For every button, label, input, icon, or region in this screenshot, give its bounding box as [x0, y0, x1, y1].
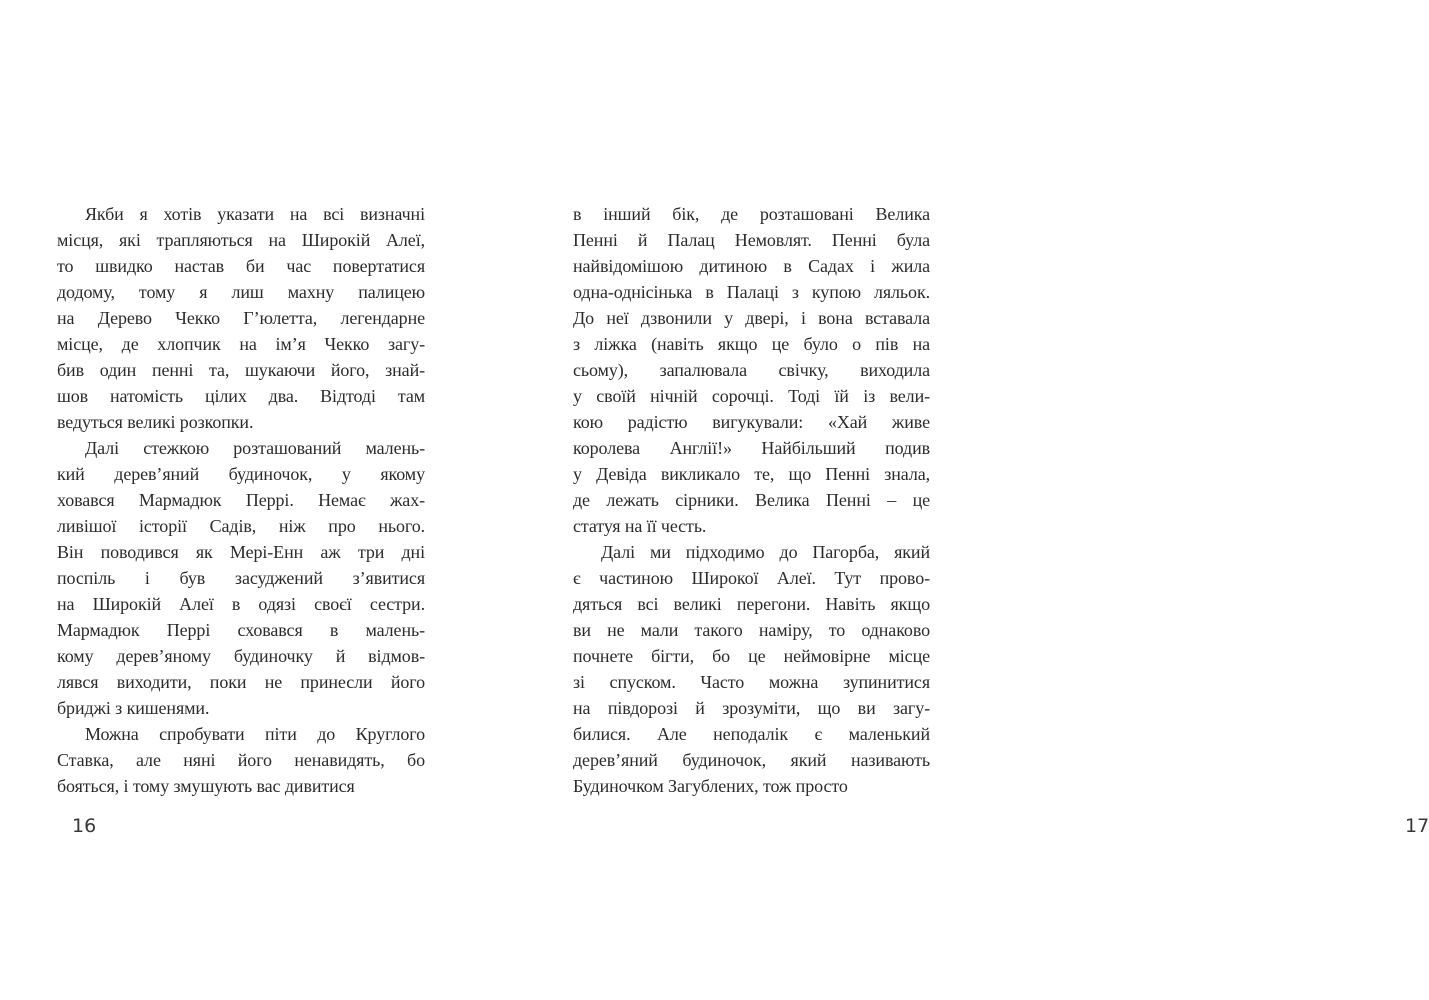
text-line: Можна спробувати піти до Круглого	[85, 724, 425, 744]
text-line: бриджі з кишенями.	[57, 698, 210, 718]
text-line: де лежать сірники. Велика Пенні – це	[573, 490, 930, 510]
page-right	[500, 0, 1429, 1000]
text-line: кою радістю вигукували: «Хай живе	[573, 412, 930, 432]
text-line: з ліжка (навіть якщо це було о пів на	[573, 334, 930, 354]
text-line: дерев’яний будиночок, який називають	[573, 750, 930, 770]
page-left	[0, 0, 500, 1000]
text-line: кому дерев’яному будиночку й відмов-	[57, 646, 425, 666]
text-line: королева Англії!» Найбільший подив	[573, 438, 930, 458]
text-line: Далі ми підходимо до Пагорба, який	[601, 542, 930, 562]
text-line: лявся виходити, поки не принесли його	[57, 672, 425, 692]
paragraph	[573, 539, 930, 799]
text-line: кий дерев’яний будиночок, у якому	[57, 464, 425, 484]
text-line: ви не мали такого наміру, то однаково	[573, 620, 930, 640]
paragraph	[573, 201, 930, 539]
text-line: Мармадюк Перрі сховався в малень-	[57, 620, 425, 640]
page-left-text	[57, 201, 425, 799]
text-line: в інший бік, де розташовані Велика	[573, 204, 930, 224]
text-line: найвідомішою дитиною в Садах і жила	[573, 256, 930, 276]
text-line: Ставка, але няні його ненавидять, бо	[57, 750, 425, 770]
text-line: статуя на її честь.	[573, 516, 707, 536]
text-line: почнете бігти, бо це неймовірне місце	[573, 646, 930, 666]
text-line: шов натомість цілих два. Відтоді там	[57, 386, 425, 406]
text-line: До неї дзвонили у двері, і вона вставала	[573, 308, 930, 328]
text-line: у своїй нічній сорочці. Тоді їй із вели-	[573, 386, 930, 406]
text-line: ливішої історії Садів, ніж про нього.	[57, 516, 425, 536]
text-line: Будиночком Загублених, тож просто	[573, 776, 848, 796]
text-line: Далі стежкою розташований малень-	[85, 438, 425, 458]
text-line: Якби я хотів указати на всі визначні	[85, 204, 425, 224]
text-line: у Девіда викликало те, що Пенні знала,	[573, 464, 930, 484]
text-line: одна-однісінька в Палаці з купою ляльок.	[573, 282, 930, 302]
text-line: місце, де хлопчик на ім’я Чекко загу-	[57, 334, 425, 354]
text-line: на Широкій Алеї в одязі своєї сестри.	[57, 594, 425, 614]
text-line: бояться, і тому змушують вас дивитися	[57, 776, 355, 796]
paragraph	[57, 721, 425, 799]
text-line: Він поводився як Мері-Енн аж три дні	[57, 542, 425, 562]
page-number-left: 16	[72, 815, 97, 837]
text-line: сьому), запалювала свічку, виходила	[573, 360, 930, 380]
text-line: місця, які трапляються на Широкій Алеї,	[57, 230, 425, 250]
page-right-text	[573, 201, 930, 799]
text-line: билися. Але неподалік є маленький	[573, 724, 930, 744]
paragraph	[57, 435, 425, 721]
text-line: на півдорозі й зрозуміти, що ви загу-	[573, 698, 930, 718]
text-line: на Дерево Чекко Г’юлетта, легендарне	[57, 308, 425, 328]
text-line: зі спуском. Часто можна зупинитися	[573, 672, 930, 692]
text-line: додому, тому я лиш махну палицею	[57, 282, 425, 302]
text-line: дяться всі великі перегони. Навіть якщо	[573, 594, 930, 614]
text-line: ведуться великі розкопки.	[57, 412, 254, 432]
text-line: бив один пенні та, шукаючи його, знай-	[57, 360, 425, 380]
text-line: поспіль і був засуджений з’явитися	[57, 568, 425, 588]
text-line: Пенні й Палац Немовлят. Пенні була	[573, 230, 930, 250]
paragraph	[57, 201, 425, 435]
text-line: ховався Мармадюк Перрі. Немає жах-	[57, 490, 425, 510]
text-line: то швидко настав би час повертатися	[57, 256, 425, 276]
text-line: є частиною Широкої Алеї. Тут прово-	[573, 568, 930, 588]
page-number-right: 17	[1405, 815, 1429, 837]
